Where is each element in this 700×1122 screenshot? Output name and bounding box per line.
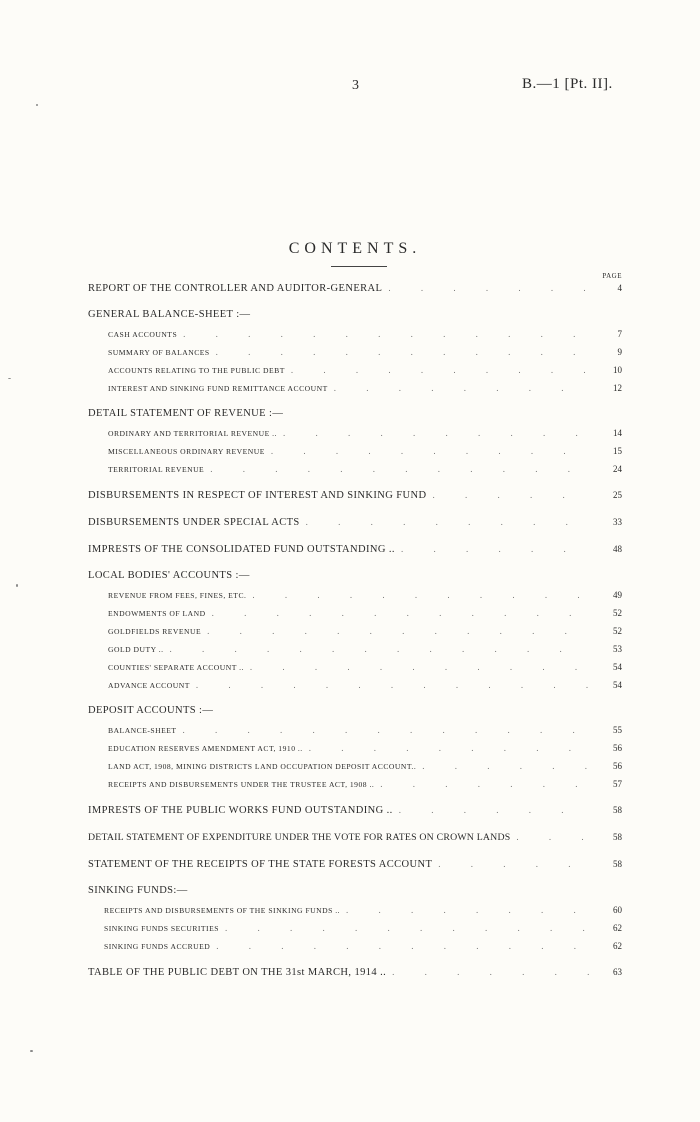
toc-entry: [88, 962, 622, 982]
toc-subentry: [88, 343, 622, 361]
toc-entry-page: 53: [613, 644, 622, 654]
toc-subentry: [88, 460, 622, 478]
toc-entry-label: RECEIPTS AND DISBURSEMENTS UNDER THE TRUSTEE ACT, 1908 ..: [108, 780, 375, 789]
dot-leader: [438, 854, 590, 874]
toc-entry-label: DETAIL STATEMENT OF REVENUE :—: [88, 408, 284, 419]
page-column-header: PAGE: [602, 272, 622, 280]
toc-entry-page: 52: [613, 608, 622, 618]
toc-section-heading: [88, 881, 622, 901]
dot-leader: [401, 539, 590, 559]
toc-entry-label: INTEREST AND SINKING FUND REMITTANCE ACCOUNT: [108, 384, 328, 393]
toc-subentry: [88, 739, 622, 757]
dot-leader: [216, 937, 590, 955]
page-title: CONTENTS.: [288, 240, 422, 257]
toc-entry-label: SINKING FUNDS:—: [88, 885, 188, 896]
toc-entry: [88, 512, 622, 532]
toc-entry: [88, 827, 622, 847]
toc-subentry: [88, 676, 622, 694]
scan-speck: [16, 584, 18, 587]
toc-entry-page: 33: [613, 517, 622, 527]
toc-entry: [88, 539, 622, 559]
toc-entry-label: RECEIPTS AND DISBURSEMENTS OF THE SINKING FUNDS ..: [104, 906, 341, 915]
toc-entry-page: 25: [613, 490, 622, 500]
toc-entry-label: DETAIL STATEMENT OF EXPENDITURE UNDER THE VOTE FOR RATES ON CROWN LANDS: [88, 832, 511, 843]
toc-section-heading: [88, 404, 622, 424]
dot-leader: [210, 460, 590, 478]
scan-speck: [8, 378, 11, 379]
dot-leader: [212, 604, 590, 622]
toc-entry-label: GENERAL BALANCE-SHEET :—: [88, 309, 251, 320]
toc-entry-label: DISBURSEMENTS UNDER SPECIAL ACTS: [88, 517, 300, 528]
dot-leader: [252, 586, 590, 604]
toc-entry-label: BALANCE-SHEET: [108, 726, 177, 735]
dot-leader: [216, 343, 590, 361]
toc-entry-label: SUMMARY OF BALANCES: [108, 348, 210, 357]
dot-leader: [283, 424, 590, 442]
toc-subentry: [88, 622, 622, 640]
scan-speck: [30, 1050, 33, 1052]
toc-entry-page: 57: [613, 779, 622, 789]
toc-entry-page: 54: [613, 662, 622, 672]
dot-leader: [422, 757, 590, 775]
toc-entry-page: 54: [613, 680, 622, 690]
toc-entry-label: IMPRESTS OF THE CONSOLIDATED FUND OUTSTANDING ..: [88, 544, 395, 555]
dot-leader: [170, 640, 591, 658]
toc-subentry: [88, 658, 622, 676]
toc-entry-page: 14: [613, 428, 622, 438]
toc-subentry: [88, 721, 622, 739]
toc-entry-label: STATEMENT OF THE RECEIPTS OF THE STATE FORESTS ACCOUNT: [88, 859, 433, 870]
toc-entry-label: CASH ACCOUNTS: [108, 330, 178, 339]
toc-subentry: [88, 919, 622, 937]
toc-subentry: [88, 901, 622, 919]
toc-section-heading: [88, 305, 622, 325]
dot-leader: [306, 512, 590, 532]
dot-leader: [207, 622, 590, 640]
toc-subentry: [88, 604, 622, 622]
dot-leader: [250, 658, 590, 676]
toc-entry-label: GOLDFIELDS REVENUE: [108, 627, 202, 636]
toc-subentry: [88, 775, 622, 793]
toc-subentry: [88, 640, 622, 658]
toc-entry-label: IMPRESTS OF THE PUBLIC WORKS FUND OUTSTANDING ..: [88, 805, 393, 816]
toc-entry-label: TERRITORIAL REVENUE: [108, 465, 205, 474]
dot-leader: [346, 901, 590, 919]
toc-entry: [88, 485, 622, 505]
dot-leader: [516, 827, 590, 847]
dot-leader: [183, 721, 590, 739]
toc-entry-page: 60: [613, 905, 622, 915]
toc-entry-label: DISBURSEMENTS IN RESPECT OF INTEREST AND SINKING FUND: [88, 490, 427, 501]
dot-leader: [388, 278, 590, 298]
toc-subentry: [88, 424, 622, 442]
toc-section-heading: [88, 566, 622, 586]
toc-entry-page: 56: [613, 761, 622, 771]
toc-entry-page: 56: [613, 743, 622, 753]
dot-leader: [183, 325, 590, 343]
toc-entry: [88, 278, 622, 298]
toc-entry-page: 58: [613, 832, 622, 842]
document-reference: B.—1 [Pt. II].: [522, 76, 613, 92]
toc-subentry: [88, 937, 622, 955]
toc-entry-label: ADVANCE ACCOUNT: [108, 681, 190, 690]
toc-subentry: [88, 586, 622, 604]
dot-leader: [291, 361, 590, 379]
toc-entry-page: 63: [613, 967, 622, 977]
dot-leader: [196, 676, 590, 694]
toc-entry-label: DEPOSIT ACCOUNTS :—: [88, 705, 214, 716]
dot-leader: [392, 962, 590, 982]
toc-subentry: [88, 379, 622, 397]
dot-leader: [334, 379, 590, 397]
toc-entry-page: 58: [613, 859, 622, 869]
toc-entry-page: 12: [613, 383, 622, 393]
toc-entry-label: MISCELLANEOUS ORDINARY REVENUE: [108, 447, 265, 456]
toc-entry-label: GOLD DUTY ..: [108, 645, 164, 654]
toc-entry: [88, 800, 622, 820]
toc-entry-label: REVENUE FROM FEES, FINES, ETC.: [108, 591, 247, 600]
toc-entry-label: ORDINARY AND TERRITORIAL REVENUE ..: [108, 429, 277, 438]
toc-entry-page: 9: [617, 347, 622, 357]
table-of-contents: [88, 278, 622, 982]
toc-entry-label: EDUCATION RESERVES AMENDMENT ACT, 1910 ..: [108, 744, 303, 753]
toc-entry-page: 55: [613, 725, 622, 735]
toc-entry-page: 48: [613, 544, 622, 554]
toc-entry-label: LOCAL BODIES' ACCOUNTS :—: [88, 570, 250, 581]
dot-leader: [432, 485, 590, 505]
toc-entry-page: 58: [613, 805, 622, 815]
dot-leader: [309, 739, 590, 757]
toc-entry-page: 62: [613, 923, 622, 933]
toc-entry-page: 62: [613, 941, 622, 951]
toc-entry-page: 49: [613, 590, 622, 600]
toc-subentry: [88, 442, 622, 460]
toc-entry-label: ACCOUNTS RELATING TO THE PUBLIC DEBT: [108, 366, 285, 375]
toc-entry-label: SINKING FUNDS SECURITIES: [104, 924, 219, 933]
dot-leader: [271, 442, 590, 460]
toc-entry-label: SINKING FUNDS ACCRUED: [104, 942, 211, 951]
toc-entry: [88, 854, 622, 874]
dot-leader: [399, 800, 590, 820]
toc-subentry: [88, 325, 622, 343]
dot-leader: [225, 919, 590, 937]
title-rule: [331, 266, 387, 267]
toc-entry-label: COUNTIES' SEPARATE ACCOUNT ..: [108, 663, 244, 672]
dot-leader: [380, 775, 590, 793]
toc-section-heading: [88, 701, 622, 721]
toc-entry-label: REPORT OF THE CONTROLLER AND AUDITOR-GENERAL: [88, 283, 383, 294]
toc-entry-page: 10: [613, 365, 622, 375]
toc-entry-page: 4: [617, 283, 622, 293]
page-number: 3: [352, 78, 359, 93]
toc-entry-label: LAND ACT, 1908, MINING DISTRICTS LAND OCCUPATION DEPOSIT ACCOUNT..: [108, 762, 417, 771]
toc-entry-label: ENDOWMENTS OF LAND: [108, 609, 206, 618]
toc-entry-page: 7: [617, 329, 622, 339]
toc-entry-page: 52: [613, 626, 622, 636]
toc-entry-label: TABLE OF THE PUBLIC DEBT ON THE 31st MARCH, 1914 ..: [88, 967, 387, 978]
toc-entry-page: 15: [613, 446, 622, 456]
scan-speck: [36, 104, 38, 106]
toc-subentry: [88, 361, 622, 379]
toc-subentry: [88, 757, 622, 775]
toc-entry-page: 24: [613, 464, 622, 474]
